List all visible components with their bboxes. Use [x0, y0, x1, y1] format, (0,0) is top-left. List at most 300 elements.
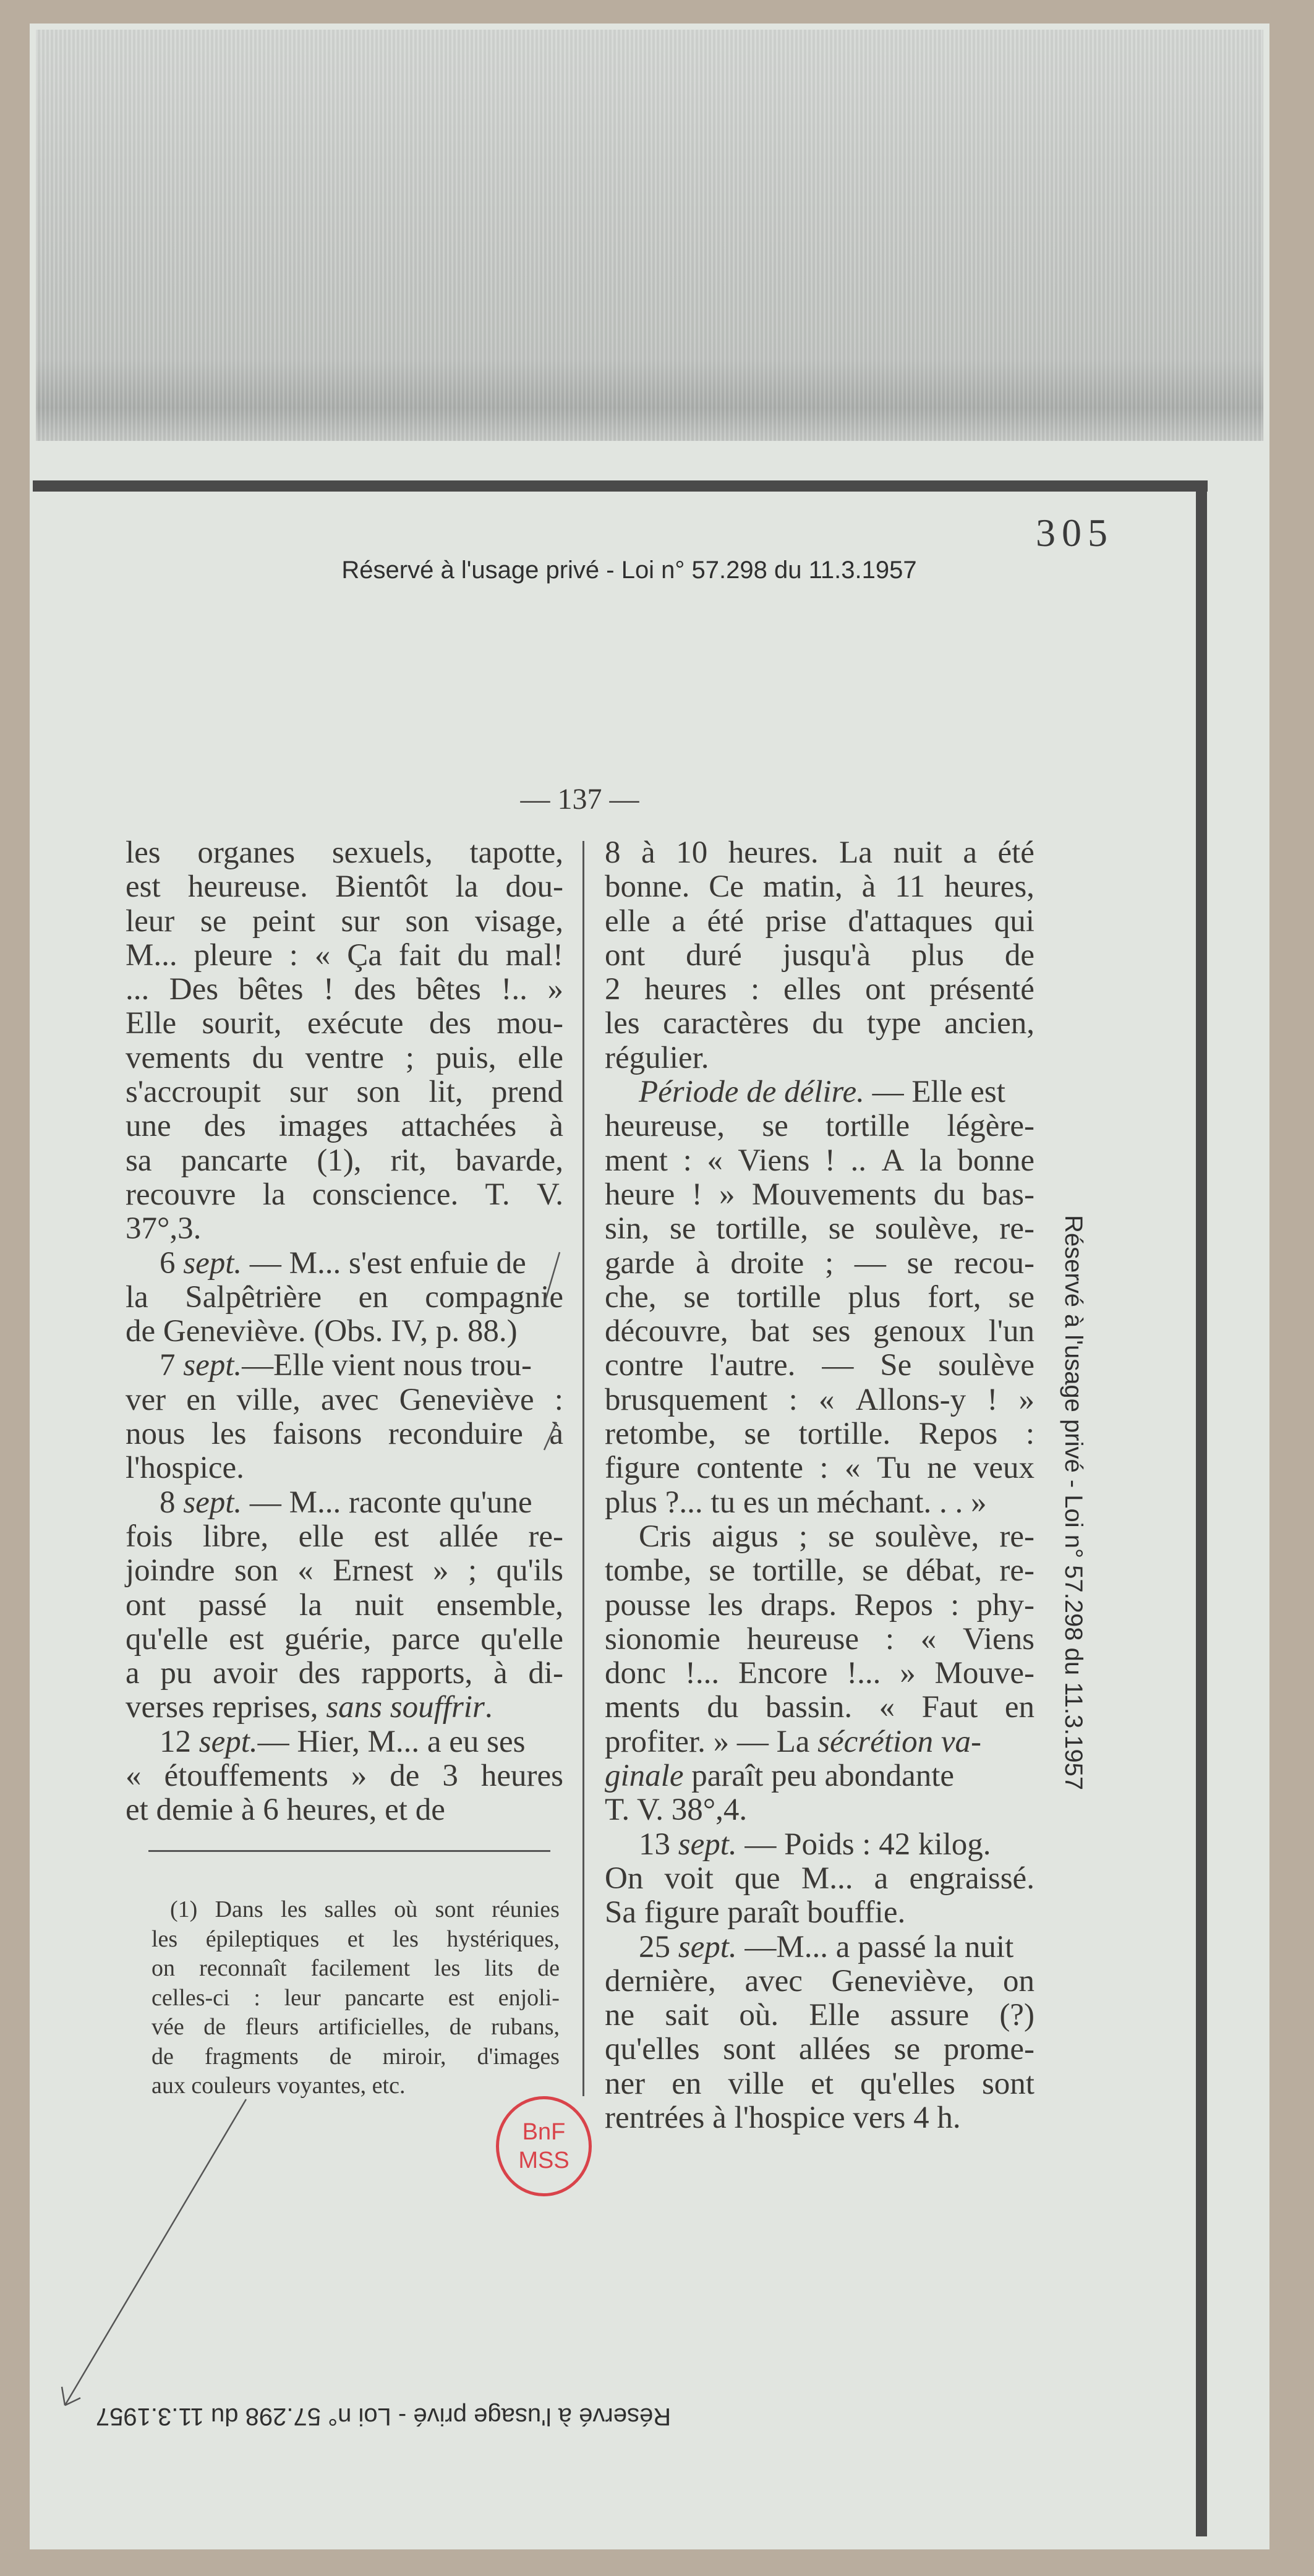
- word: heures,: [944, 869, 1035, 905]
- word: donc: [605, 1656, 667, 1691]
- word: retombe,: [605, 1417, 716, 1452]
- word: Dans: [215, 1896, 263, 1922]
- word: contre: [605, 1348, 684, 1383]
- word: été: [997, 835, 1035, 870]
- italic-text: Période de délire.: [639, 1075, 864, 1110]
- word: Cris: [639, 1519, 692, 1554]
- word: visage,: [474, 903, 563, 939]
- word: voit: [664, 1861, 714, 1896]
- word: «: [707, 1143, 723, 1178]
- word: miroir,: [382, 2043, 446, 2070]
- word: 10: [676, 835, 708, 870]
- word: 8: [605, 835, 621, 870]
- italic-text: sécrétion va-: [817, 1724, 981, 1759]
- word: 11: [895, 869, 926, 905]
- word: sont: [435, 1896, 474, 1922]
- word: à: [641, 835, 655, 870]
- word: —: [854, 1245, 886, 1281]
- page-number: — 137 —: [520, 783, 639, 816]
- text-segment: de Geneviève. (Obs. IV, p. 88.): [126, 1314, 518, 1349]
- word: soulève,: [875, 1211, 979, 1247]
- italic-text: sans souffrir: [326, 1690, 485, 1725]
- word: Repos: [918, 1417, 998, 1452]
- word: libre,: [202, 1519, 269, 1554]
- word: à: [695, 1245, 710, 1281]
- word: sur: [341, 903, 380, 939]
- usage-notice-vertical: Réservé à l'usage privé - Loi n° 57.298 du 11.3.1957: [1060, 1215, 1087, 1791]
- word: ne: [605, 1998, 635, 2033]
- word: du: [933, 1177, 965, 1212]
- text-segment: régulier.: [605, 1040, 709, 1075]
- word: de: [203, 2014, 226, 2040]
- word: du: [457, 937, 489, 973]
- word: salles: [324, 1896, 377, 1922]
- word: attachées: [401, 1109, 517, 1144]
- word: sait: [665, 1998, 709, 2033]
- word: vements: [126, 1040, 231, 1075]
- word: où.: [739, 1998, 779, 2033]
- word: genoux: [872, 1314, 966, 1349]
- word: est: [448, 1984, 475, 2011]
- word: ment: [605, 1143, 668, 1178]
- text-segment: 37°,3.: [126, 1211, 202, 1247]
- word: lits: [484, 1955, 513, 1981]
- word: ;: [405, 1040, 414, 1075]
- word: que: [735, 1861, 780, 1896]
- word: se: [862, 1553, 889, 1589]
- text-segment: paraît peu abondante: [683, 1759, 955, 1794]
- word: la: [299, 1587, 322, 1623]
- word: !...: [685, 1656, 720, 1691]
- word: heures: [644, 972, 727, 1007]
- word: duré: [686, 937, 742, 973]
- word: bat: [751, 1314, 790, 1349]
- word: parce: [391, 1621, 460, 1657]
- word: du: [252, 1040, 284, 1075]
- stamp-line-2: MSS: [518, 2147, 570, 2173]
- word: figure: [605, 1451, 680, 1486]
- word: heures.: [728, 835, 819, 870]
- word: découvre,: [605, 1314, 728, 1349]
- italic-text: sept.: [678, 1929, 737, 1964]
- word: présenté: [929, 972, 1035, 1007]
- word: plus: [911, 937, 964, 973]
- word: rit,: [390, 1143, 427, 1178]
- word: :: [885, 1621, 894, 1657]
- word: ver: [126, 1382, 166, 1417]
- word: elle: [298, 1519, 344, 1554]
- word: et: [347, 1926, 365, 1952]
- word: ments: [605, 1690, 680, 1725]
- word: a: [874, 1861, 889, 1896]
- word: rubans,: [491, 2014, 560, 2040]
- word: Tu: [876, 1451, 911, 1486]
- word: (1): [170, 1896, 198, 1922]
- text-segment: Sa figure paraît bouffie.: [605, 1895, 906, 1930]
- word: (?): [999, 1998, 1035, 2033]
- word: du: [707, 1690, 739, 1725]
- word: les: [605, 1006, 640, 1041]
- word: tortille: [826, 1109, 910, 1144]
- word: de: [537, 1955, 560, 1981]
- word: ;: [798, 1519, 808, 1554]
- word: se: [828, 1211, 855, 1247]
- word: son: [356, 1075, 401, 1110]
- word: tortille: [736, 1279, 821, 1315]
- word: en: [1004, 1690, 1035, 1725]
- word: qu'elles: [605, 2032, 700, 2067]
- word: est: [229, 1621, 264, 1657]
- word: fleurs: [245, 2014, 299, 2040]
- word: tortille.: [798, 1417, 891, 1452]
- word: ...: [126, 972, 150, 1007]
- word: Viens: [738, 1143, 810, 1178]
- word: nous: [126, 1417, 186, 1452]
- word: !: [691, 1177, 702, 1212]
- word: les: [434, 1955, 461, 1981]
- word: est: [126, 869, 161, 905]
- word: tombe,: [605, 1553, 692, 1589]
- word: les: [392, 1926, 419, 1952]
- word: bonne: [957, 1143, 1035, 1178]
- word: !: [323, 972, 334, 1007]
- word: M...: [126, 937, 177, 973]
- word: elle: [605, 903, 651, 939]
- text-segment: .: [484, 1690, 493, 1725]
- word: sexuels,: [331, 835, 433, 870]
- word: ensemble,: [436, 1587, 563, 1623]
- word: reconnaît: [199, 1955, 287, 1981]
- word: artificielles,: [318, 2014, 430, 2040]
- word: fait: [398, 937, 441, 973]
- word: veux: [973, 1451, 1035, 1486]
- word: se: [762, 1109, 788, 1144]
- word: des: [203, 1109, 246, 1144]
- word: —: [822, 1348, 854, 1383]
- word: les: [281, 1896, 307, 1922]
- word: qu'elle: [480, 1621, 563, 1657]
- text-segment: — Poids : 42 kilog.: [736, 1827, 991, 1862]
- word: hystériques,: [446, 1926, 560, 1952]
- word: l'un: [988, 1314, 1035, 1349]
- word: matin,: [762, 869, 843, 905]
- word: avec: [321, 1382, 379, 1417]
- word: débat,: [905, 1553, 983, 1589]
- text-segment: —Elle vient nous trou-: [242, 1348, 532, 1383]
- word: où: [394, 1896, 418, 1922]
- word: de: [151, 2043, 174, 2070]
- word: du: [812, 1006, 844, 1041]
- word: »: [900, 1656, 916, 1691]
- word: :: [554, 1382, 563, 1417]
- word: celles-ci: [151, 1984, 230, 2011]
- word: images: [278, 1109, 369, 1144]
- word: épileptiques: [205, 1926, 320, 1952]
- word: draps.: [760, 1587, 837, 1623]
- word: pu: [160, 1656, 192, 1691]
- word: la: [262, 1177, 286, 1212]
- word: les: [151, 1926, 178, 1952]
- word: «: [920, 1621, 937, 1657]
- word: Elle: [126, 1006, 177, 1041]
- word: prise: [765, 903, 827, 939]
- word: de: [329, 2043, 352, 2070]
- text-segment: — M... s'est enfuie de: [242, 1245, 526, 1281]
- word: re-: [999, 1519, 1035, 1554]
- word: mal!: [505, 937, 563, 973]
- word: se: [907, 1245, 934, 1281]
- word: assure: [890, 1998, 970, 2033]
- word: bêtes: [238, 972, 304, 1007]
- word: allées: [798, 2032, 871, 2067]
- text-segment: 13: [639, 1827, 678, 1862]
- word: dernière,: [605, 1963, 716, 1998]
- word: avec: [744, 1963, 803, 1998]
- word: l'autre.: [710, 1348, 796, 1383]
- word: tortille,: [753, 1553, 845, 1589]
- word: à: [549, 1109, 563, 1144]
- word: et: [811, 2066, 834, 2101]
- word: droite: [730, 1245, 804, 1281]
- word: Viens: [963, 1621, 1035, 1657]
- word: re-: [999, 1553, 1035, 1589]
- word: passé: [198, 1587, 267, 1623]
- word: de: [449, 2014, 472, 2040]
- word: des: [298, 1656, 341, 1691]
- word: ventre: [305, 1040, 384, 1075]
- word: :: [751, 972, 760, 1007]
- word: pousse: [605, 1587, 691, 1623]
- word: faisons: [272, 1417, 362, 1452]
- word: enjoli-: [498, 1984, 560, 2011]
- text-segment: verses reprises,: [126, 1690, 326, 1725]
- word: »: [433, 1553, 449, 1589]
- text-segment: et demie à 6 heures, et de: [126, 1793, 445, 1828]
- word: ont: [126, 1587, 166, 1623]
- word: la: [919, 1143, 942, 1178]
- word: leur: [126, 903, 175, 939]
- word: :: [1025, 1417, 1035, 1452]
- word: pleure: [194, 937, 273, 973]
- word: allée: [438, 1519, 498, 1554]
- text-segment: — M... raconte qu'une: [242, 1485, 532, 1520]
- word: contente: [696, 1451, 803, 1486]
- word: fois: [126, 1519, 173, 1554]
- word: étouffements: [164, 1759, 328, 1794]
- word: recou-: [954, 1245, 1035, 1281]
- word: des: [429, 1006, 471, 1041]
- word: sa: [126, 1143, 152, 1178]
- word: Se: [880, 1348, 912, 1383]
- word: ..: [850, 1143, 866, 1178]
- word: «: [879, 1690, 895, 1725]
- text-segment: profiter. » — La: [605, 1724, 818, 1759]
- word: »: [351, 1759, 367, 1794]
- word: :: [950, 1587, 960, 1623]
- word: se: [709, 1553, 735, 1589]
- word: !: [824, 1143, 835, 1178]
- word: qu'ils: [496, 1553, 563, 1589]
- text-segment: plus ?... tu es un méchant. . . »: [605, 1485, 987, 1520]
- word: son: [234, 1553, 278, 1589]
- text-segment: aux couleurs voyantes, etc.: [151, 2073, 406, 2099]
- word: dou-: [505, 869, 563, 905]
- word: à: [549, 1417, 563, 1452]
- word: soulève: [938, 1348, 1035, 1383]
- word: est: [373, 1519, 409, 1554]
- word: se: [828, 1519, 855, 1554]
- word: les: [708, 1587, 743, 1623]
- word: Mouvements: [751, 1177, 917, 1212]
- stamp-line-1: BnF: [522, 2119, 566, 2145]
- italic-text: sept.: [183, 1348, 242, 1383]
- word: qui: [994, 903, 1035, 939]
- word: re-: [528, 1519, 563, 1554]
- word: fragments: [204, 2043, 299, 2070]
- word: re-: [999, 1211, 1035, 1247]
- usage-notice-inverted: Réservé à l'usage privé - Loi n° 57.298 du 11.3.1957: [95, 2403, 672, 2430]
- word: une: [126, 1109, 171, 1144]
- word: guérie,: [284, 1621, 372, 1657]
- word: ancien,: [944, 1006, 1035, 1041]
- word: (1),: [317, 1143, 362, 1178]
- text-segment: 6: [160, 1245, 184, 1281]
- word: Geneviève,: [831, 1963, 975, 1998]
- word: sourit,: [202, 1006, 282, 1041]
- italic-text: sept.: [678, 1827, 737, 1862]
- word: d'images: [477, 2043, 560, 2070]
- word: Faut: [921, 1690, 978, 1725]
- word: di-: [528, 1656, 563, 1691]
- word: ont: [605, 937, 646, 973]
- text-segment: — Elle est: [864, 1075, 1005, 1110]
- word: bassin.: [765, 1690, 853, 1725]
- word: conscience.: [312, 1177, 459, 1212]
- word: puis,: [435, 1040, 497, 1075]
- word: compagnie: [425, 1279, 563, 1315]
- italic-text: sept.: [183, 1245, 242, 1281]
- word: :: [819, 1451, 829, 1486]
- word: qu'elle: [126, 1621, 208, 1657]
- word: bas-: [982, 1177, 1035, 1212]
- word: Repos: [854, 1587, 933, 1623]
- word: facilement: [310, 1955, 411, 1981]
- word: des: [354, 972, 396, 1007]
- word: Elle: [809, 1998, 860, 2033]
- word: en: [672, 2066, 702, 2101]
- word: on: [1002, 1963, 1035, 1998]
- word: lit,: [429, 1075, 463, 1110]
- word: M...: [801, 1861, 853, 1896]
- text-segment: 8: [160, 1485, 184, 1520]
- word: «: [126, 1759, 142, 1794]
- word: :: [289, 937, 298, 973]
- word: »: [719, 1177, 735, 1212]
- word: les: [126, 835, 161, 870]
- word: la: [455, 869, 479, 905]
- word: brusquement: [605, 1382, 768, 1417]
- word: vée: [151, 2014, 184, 2040]
- word: bêtes: [416, 972, 481, 1007]
- word: heureuse: [746, 1621, 860, 1657]
- word: sont: [981, 2066, 1035, 2101]
- word: tortille,: [716, 1211, 809, 1247]
- italic-text: sept.: [183, 1485, 242, 1520]
- usage-notice-header: Réservé à l'usage privé - Loi n° 57.298 du 11.3.1957: [341, 557, 917, 584]
- word: ;: [467, 1553, 477, 1589]
- word: a: [963, 835, 977, 870]
- word: Des: [169, 972, 219, 1007]
- word: réunies: [492, 1896, 560, 1922]
- word: son: [405, 903, 450, 939]
- word: se: [1008, 1279, 1035, 1315]
- word: engraissé.: [909, 1861, 1035, 1896]
- text-segment: — Hier, M... a eu ses: [257, 1724, 526, 1759]
- word: bonne.: [605, 869, 690, 905]
- word: pancarte: [344, 1984, 425, 2011]
- word: Geneviève: [399, 1382, 534, 1417]
- word: Ernest: [333, 1553, 414, 1589]
- word: elle: [518, 1040, 563, 1075]
- word: ner: [605, 2066, 646, 2101]
- word: la: [126, 1279, 148, 1315]
- word: prend: [491, 1075, 563, 1110]
- word: ont: [865, 972, 906, 1007]
- word: à: [493, 1656, 508, 1691]
- word: !...: [847, 1656, 881, 1691]
- word: :: [683, 1143, 692, 1178]
- word: «: [297, 1553, 314, 1589]
- word: se: [683, 1279, 710, 1315]
- word: fort,: [928, 1279, 981, 1315]
- word: La: [839, 835, 872, 870]
- word: joindre: [126, 1553, 215, 1589]
- word: «: [818, 1382, 835, 1417]
- text-segment: rentrées à l'hospice vers 4 h.: [605, 2100, 961, 2135]
- word: prome-: [943, 2032, 1035, 2067]
- word: à: [861, 869, 876, 905]
- word: en: [358, 1279, 388, 1315]
- word: phy-: [976, 1587, 1035, 1623]
- folio-number: 305: [1036, 511, 1114, 555]
- word: !: [987, 1382, 998, 1417]
- word: exécute: [307, 1006, 404, 1041]
- word: heureuse.: [187, 869, 308, 905]
- word: Encore: [738, 1656, 828, 1691]
- word: type: [866, 1006, 921, 1041]
- word: caractères: [663, 1006, 789, 1041]
- italic-text: sept.: [198, 1724, 258, 1759]
- word: se: [744, 1417, 770, 1452]
- word: reconduire: [388, 1417, 523, 1452]
- word: peint: [252, 903, 315, 939]
- word: »: [1018, 1382, 1035, 1417]
- word: a: [126, 1656, 140, 1691]
- word: Ce: [709, 869, 744, 905]
- word: leur: [284, 1984, 321, 2011]
- word: d'attaques: [848, 903, 973, 939]
- word: pancarte: [181, 1143, 288, 1178]
- word: ses: [812, 1314, 851, 1349]
- word: recouvre: [126, 1177, 236, 1212]
- word: heures: [480, 1759, 563, 1794]
- word: «: [845, 1451, 861, 1486]
- word: sin,: [605, 1211, 650, 1247]
- word: en: [186, 1382, 216, 1417]
- word: sionomie: [605, 1621, 720, 1657]
- word: bavarde,: [455, 1143, 563, 1178]
- word: Ça: [347, 937, 382, 973]
